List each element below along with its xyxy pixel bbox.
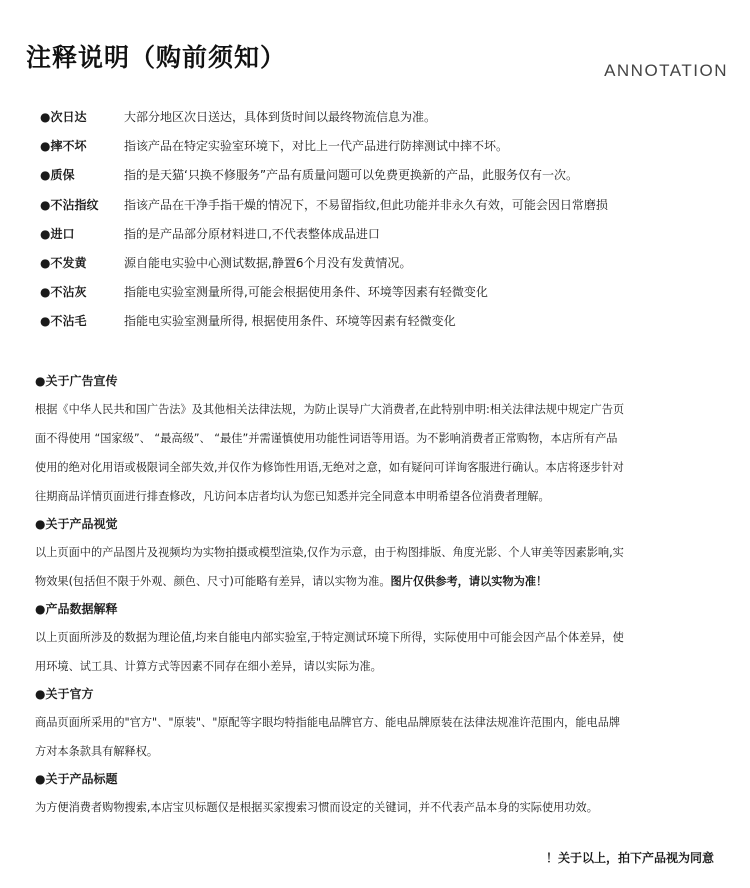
notice-sections	[35, 368, 725, 822]
glossary-term: ●次日达	[40, 110, 87, 125]
glossary-term: ●不沾灰	[40, 285, 87, 300]
glossary-row	[40, 190, 730, 219]
section-text: 方对本条款具有解释权。	[35, 745, 159, 758]
glossary-term: ●摔不坏	[40, 139, 87, 154]
section-heading: ●关于广告宣传	[35, 374, 118, 388]
section-text: 往期商品详情页面进行排查修改，凡访问本店者均认为您已知悉并完全同意本申明希望各位消费者理解。	[35, 490, 550, 503]
section-heading: ●关于官方	[35, 687, 94, 701]
glossary-row	[40, 102, 730, 131]
glossary-term: ●不沾毛	[40, 314, 87, 329]
footer-agreement: ！关于以上，拍下产品视为同意	[545, 851, 714, 865]
glossary-term: ●进口	[40, 226, 75, 241]
section-line	[35, 652, 725, 681]
glossary-row	[40, 160, 730, 189]
section-text: 根据《中华人民共和国广告法》及其他相关法律法规，为防止误导广大消费者,在此特别申明:相关法律法规中规定广告页	[35, 403, 625, 416]
section-text: 使用的绝对化用语或极限词全部失效,并仅作为修饰性用语,无绝对之意，如有疑问可详询客服进行确认。本店将逐步针对	[35, 461, 624, 474]
section-line	[35, 424, 725, 453]
section-line	[35, 623, 725, 652]
section-text: 面不得使用 “国家级”、 “最高级”、 “最佳”并需谨慎使用功能性词语等用语。为不影响消费者正常购物，本店所有产品	[35, 432, 618, 445]
glossary-row	[40, 277, 730, 306]
section-heading: ●关于产品视觉	[35, 517, 118, 531]
glossary-definition: 大部分地区次日送达，具体到货时间以最终物流信息为准。	[124, 110, 437, 125]
glossary-definition: 指该产品在特定实验室环境下，对比上一代产品进行防摔测试中摔不坏。	[124, 139, 509, 154]
glossary-definition: 指该产品在干净手指干燥的情况下，不易留指纹,但此功能并非永久有效，可能会因日常磨损	[124, 197, 608, 212]
glossary-definition: 指的是天猫‘只换不修服务”产品有质量问题可以免费更换新的产品，此服务仅有一次。	[124, 168, 579, 183]
glossary-term: ●质保	[40, 168, 75, 183]
section-line	[35, 395, 725, 424]
section-heading: ●产品数据解释	[35, 602, 118, 616]
section-heading: ●关于产品标题	[35, 772, 118, 786]
section-line	[35, 567, 725, 596]
section-line	[35, 482, 725, 511]
glossary-row	[40, 219, 730, 248]
section-text: 为方便消费者购物搜索,本店宝贝标题仅是根据买家搜索习惯而设定的关键词，并不代表产品本身的实际使用功效。	[35, 801, 598, 814]
section-text: 以上页面中的产品图片及视频均为实物拍摄或模型渲染,仅作为示意，由于构图排版、角度光影、个人审美等因素影响,实	[35, 546, 624, 559]
glossary-row	[40, 248, 730, 277]
glossary-definition: 指能电实验室测量所得,可能会根据使用条件、环境等因素有轻微变化	[124, 285, 488, 300]
glossary-definition: 源自能电实验中心测试数据,静置6个月没有发黄情况。	[124, 256, 412, 271]
section-text: 商品页面所采用的"官方"、"原装"、"原配等字眼均特指能电品牌官方、能电品牌原装在法律法规准许范围内，能电品牌	[35, 716, 621, 729]
annotation-label: ANNOTATION	[604, 61, 728, 80]
glossary-term: ●不发黄	[40, 256, 87, 271]
section-text: 用环境、试工具、计算方式等因素不同存在细小差异，请以实际为准。	[35, 660, 382, 673]
glossary-row	[40, 306, 730, 335]
glossary-row	[40, 131, 730, 160]
section-text: 物效果(包括但不限于外观、颜色、尺寸)可能略有差异，请以实物为准。	[35, 575, 391, 588]
glossary-definition: 指的是产品部分原材料进口,不代表整体成品进口	[124, 226, 380, 241]
section-line	[35, 737, 725, 766]
section-text: 以上页面所涉及的数据为理论值,均来自能电内部实验室,于特定测试环境下所得，实际使用中可能会因产品个体差异，使	[35, 631, 624, 644]
section-emphasis: 图片仅供参考，请以实物为准！	[390, 575, 548, 588]
section-line	[35, 538, 725, 567]
glossary-term: ●不沾指纹	[40, 197, 99, 212]
glossary-list	[40, 102, 730, 336]
section-line	[35, 453, 725, 482]
section-line	[35, 708, 725, 737]
page-title: 注释说明（购前须知）	[26, 43, 287, 72]
section-line	[35, 793, 725, 822]
glossary-definition: 指能电实验室测量所得, 根据使用条件、环境等因素有轻微变化	[124, 314, 456, 329]
